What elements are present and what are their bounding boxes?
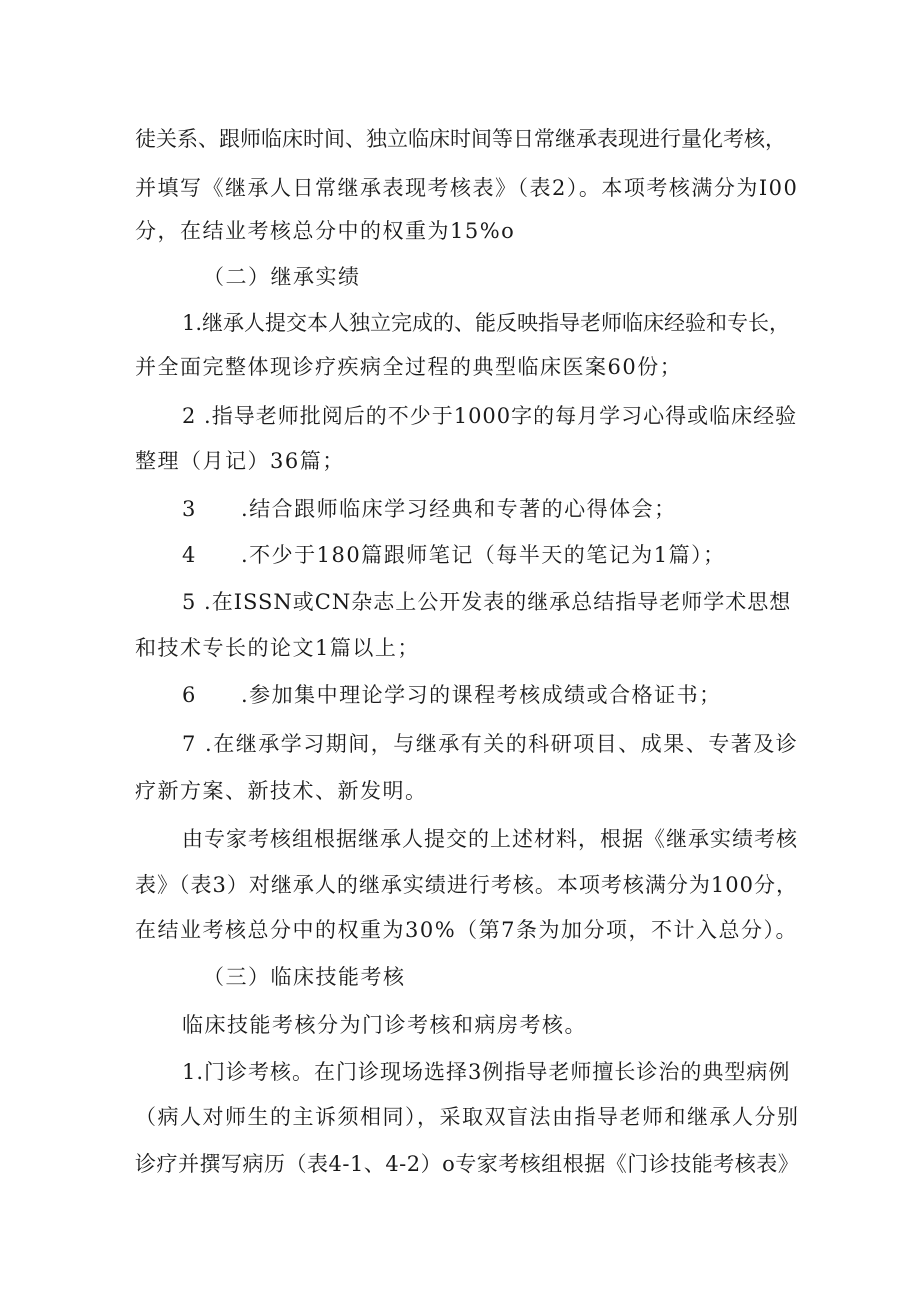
list-item-1-line: 1.继承人提交本人独立完成的、能反映指导老师临床经验和专长，: [182, 311, 791, 335]
paragraph-line: 临床技能考核分为门诊考核和病房考核。: [182, 1013, 587, 1037]
paragraph-line: 徒关系、跟师临床时间、独立临床时间等日常继承表现进行量化考核，: [135, 127, 786, 151]
paragraph-line: 表》（表3）对继承人的继承实绩进行考核。本项考核满分为100分，: [135, 873, 798, 897]
section-heading-inheritance-achievements: （二）继承实绩: [203, 265, 361, 289]
list-item-4-text: .不少于180篇跟师笔记（每半天的笔记为1篇）；: [241, 543, 726, 567]
section-heading-clinical-skills: （三）临床技能考核: [203, 965, 406, 989]
list-item-outpatient-line: （病人对师生的主诉须相同），采取双盲法由指导老师和继承人分别: [135, 1105, 800, 1129]
list-item-2-line: 2 .指导老师批阅后的不少于1000字的每月学习心得或临床经验: [182, 404, 798, 428]
list-item-6-number: 6: [182, 683, 197, 707]
list-item-6-text: .参加集中理论学习的课程考核成绩或合格证书；: [241, 683, 722, 707]
paragraph-line: 由专家考核组根据继承人提交的上述材料，根据《继承实绩考核: [182, 827, 798, 851]
paragraph-line: 在结业考核总分中的权重为30%（第7条为加分项，不计入总分）。: [135, 918, 799, 942]
paragraph-line: 分，在结业考核总分中的权重为15%o: [135, 219, 516, 243]
list-item-outpatient-line: 1.门诊考核。在门诊现场选择3例指导老师擅长诊治的典型病例: [182, 1060, 791, 1084]
list-item-5-line: 5 .在ISSN或CN杂志上公开发表的继承总结指导老师学术思想: [182, 590, 792, 614]
list-item-7-line: 疗新方案、新技术、新发明。: [135, 779, 428, 803]
paragraph-line: 并填写《继承人日常继承表现考核表》（表2）。本项考核满分为I00: [135, 176, 799, 200]
list-item-3-number: 3: [182, 497, 197, 521]
list-item-2-line: 整理（月记）36篇；: [135, 449, 345, 473]
list-item-outpatient-line: 诊疗并撰写病历（表4-1、4-2）o专家考核组根据《门诊技能考核表》: [135, 1152, 800, 1176]
list-item-7-line: 7 .在继承学习期间，与继承有关的科研项目、成果、专著及诊: [182, 732, 799, 756]
list-item-1-line: 并全面完整体现诊疗疾病全过程的典型临床医案60份；: [135, 355, 683, 379]
list-item-3-text: .结合跟师临床学习经典和专著的心得体会；: [241, 497, 677, 521]
list-item-5-line: 和技术专长的论文1篇以上；: [135, 636, 420, 660]
list-item-4-number: 4: [182, 543, 197, 567]
